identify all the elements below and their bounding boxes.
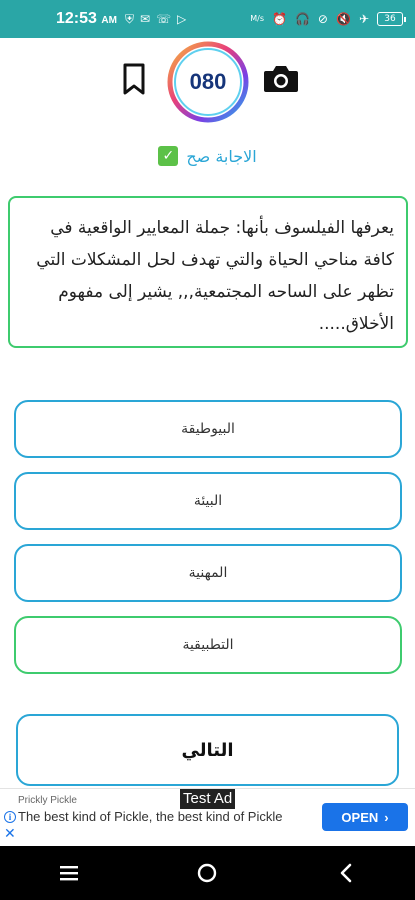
option-label: البيوطيقة xyxy=(181,421,235,437)
mute-icon: 🔇 xyxy=(335,12,351,26)
battery-level: 36 xyxy=(384,14,396,24)
status-time xyxy=(56,10,117,28)
option-3[interactable] xyxy=(14,544,402,602)
test-ad-badge: Test Ad xyxy=(180,789,235,809)
ad-banner[interactable] xyxy=(0,788,415,844)
next-button[interactable] xyxy=(16,714,399,786)
status-time-suffix: AM xyxy=(101,15,117,26)
airplane-icon: ✈ xyxy=(358,12,369,26)
next-button-label: التالي xyxy=(181,739,234,761)
option-4-correct[interactable] xyxy=(14,616,402,674)
answer-status-text: الاجابة صح xyxy=(186,146,257,166)
home-circle-icon xyxy=(196,862,218,884)
ad-text: The best kind of Pickle, the best kind of Pickle xyxy=(18,809,283,824)
back-chevron-icon xyxy=(337,862,355,884)
question-box xyxy=(8,196,408,348)
ad-open-label: OPEN xyxy=(341,809,379,825)
home-button[interactable] xyxy=(187,853,227,893)
back-button[interactable] xyxy=(326,853,366,893)
question-text: يعرفها الفيلسوف بأنها: جملة المعايير الواقعية في كافة مناحي الحياة والتي تهدف لحل المشكلات التي تظهر على الساحه المجتمعية,,, يشير إلى مفهوم الأخلاق..... xyxy=(36,218,394,334)
battery-icon xyxy=(377,12,403,26)
camera-button[interactable] xyxy=(262,64,300,94)
answer-status xyxy=(0,146,415,166)
shield-icon: ⛨ xyxy=(124,11,134,26)
chevron-right-icon: › xyxy=(384,809,389,825)
close-icon[interactable]: ✕ xyxy=(4,825,16,841)
mail-icon: ✉ xyxy=(139,11,151,26)
option-label: التطبيقية xyxy=(182,637,234,653)
option-1[interactable] xyxy=(14,400,402,458)
play-icon: ▷ xyxy=(177,11,187,26)
option-label: البيئة xyxy=(193,493,223,509)
wifi-call-icon: ☏ xyxy=(156,11,172,26)
status-bar xyxy=(0,0,415,38)
alarm-icon: ⏰ xyxy=(272,12,287,26)
bookmark-icon xyxy=(120,62,148,96)
recents-button[interactable] xyxy=(49,853,89,893)
status-time-value: 12:53 xyxy=(56,10,97,27)
option-2[interactable] xyxy=(14,472,402,530)
option-label: المهنية xyxy=(188,565,228,581)
bookmark-button[interactable] xyxy=(120,62,148,96)
wifi-off-icon: ⊘ xyxy=(317,12,328,26)
headphones-icon: 🎧 xyxy=(294,12,310,26)
status-right-icons xyxy=(250,12,403,26)
menu-icon xyxy=(58,864,80,882)
data-speed-icon: M/s xyxy=(250,14,265,23)
ad-open-button[interactable] xyxy=(322,803,408,831)
ad-advertiser: Prickly Pickle xyxy=(18,795,77,806)
score-value: 080 xyxy=(189,69,227,94)
status-left-icons xyxy=(125,12,186,27)
info-icon[interactable]: i xyxy=(4,811,16,823)
check-icon: ✓ xyxy=(158,146,178,166)
camera-icon xyxy=(262,64,300,94)
system-nav-bar xyxy=(0,846,415,900)
